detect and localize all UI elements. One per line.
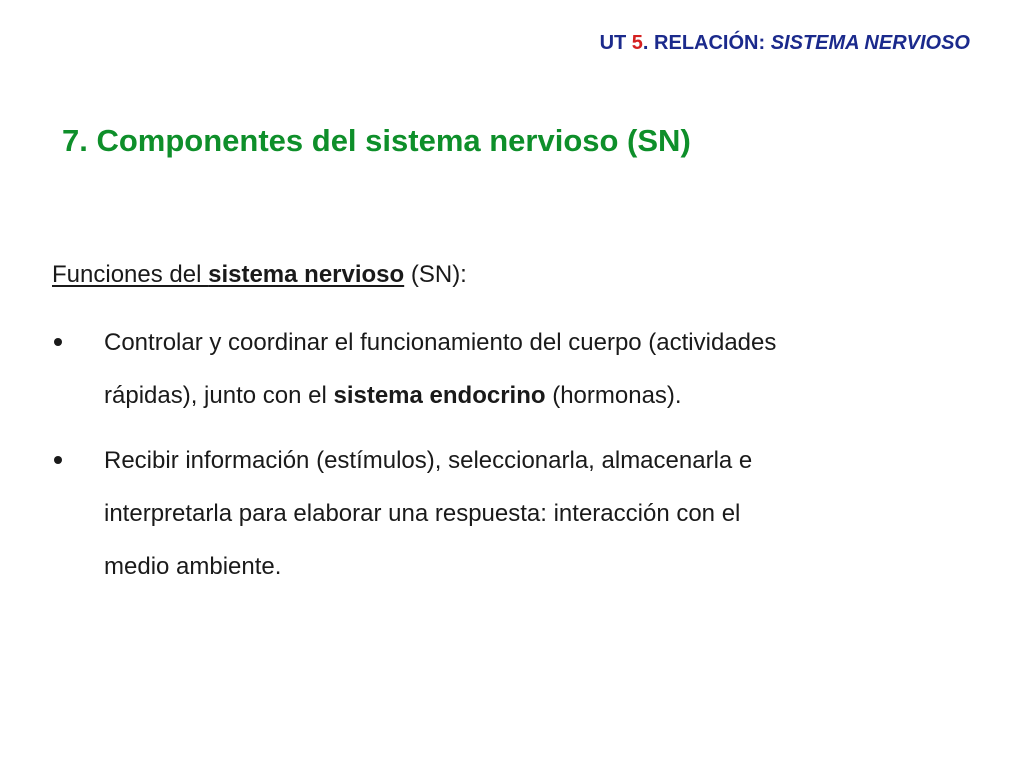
bullet-dot-icon bbox=[54, 338, 62, 346]
slide-title: 7. Componentes del sistema nervioso (SN) bbox=[62, 123, 691, 158]
unit-number: 5 bbox=[631, 32, 643, 54]
unit-topic: SISTEMA NERVIOSO bbox=[770, 32, 970, 54]
bullet-1-bold-term: sistema endocrino bbox=[333, 382, 546, 409]
unit-header-prefix: UT bbox=[599, 32, 632, 54]
bullet-2-line-1: Recibir información (estímulos), seleccionarla, almacenarla e bbox=[104, 447, 753, 474]
intro-bold-term: sistema nervioso bbox=[208, 261, 405, 288]
bullet-1-line-2-post: (hormonas). bbox=[545, 382, 682, 409]
unit-header bbox=[600, 32, 970, 55]
bullet-list bbox=[50, 316, 990, 605]
intro-underlined bbox=[52, 261, 404, 288]
bullet-item-1 bbox=[50, 316, 990, 422]
bullet-item-2 bbox=[50, 434, 990, 593]
intro-text: Funciones del bbox=[52, 261, 209, 288]
intro-line bbox=[52, 259, 467, 291]
bullet-2-line-3: medio ambiente. bbox=[104, 553, 282, 580]
bullet-2-line-2: interpretarla para elaborar una respuesta: interacción con el bbox=[104, 500, 741, 527]
unit-header-middle: . RELACIÓN: bbox=[642, 32, 771, 54]
intro-suffix: (SN): bbox=[404, 261, 467, 288]
bullet-1-line-2-pre: rápidas), junto con el bbox=[104, 382, 334, 409]
bullet-dot-icon bbox=[54, 456, 62, 464]
bullet-1-line-1: Controlar y coordinar el funcionamiento del cuerpo (actividades bbox=[104, 329, 777, 356]
